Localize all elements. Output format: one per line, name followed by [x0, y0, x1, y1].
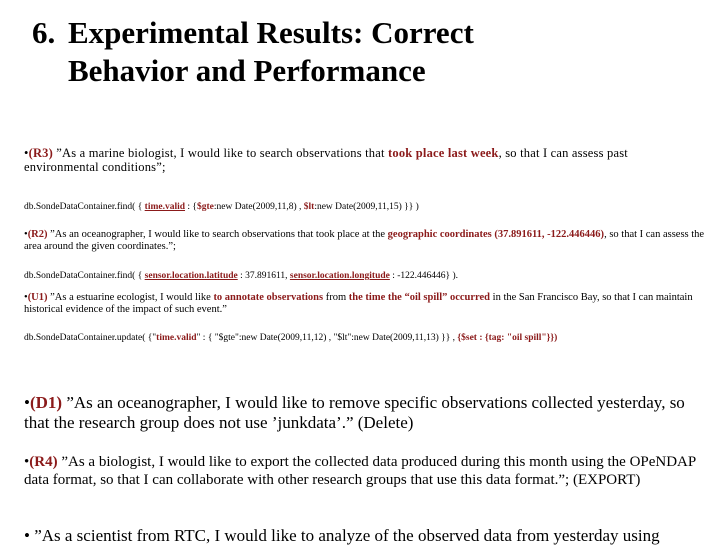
u1-code-mid: " : { "$gte":new Date(2009,11,12) , "$lt":new Date(2009,11,13) }} , — [196, 333, 458, 343]
r4-tag: (R4) — [29, 454, 58, 470]
r2-text-b: , so that I can assess the area around the given coordinates.”; — [24, 229, 705, 252]
u1-tag: (U1) — [27, 292, 48, 303]
r3-code-key: time.valid — [144, 202, 186, 212]
u1-highlight-1: to annotate observations — [213, 292, 324, 303]
r3-code-prefix: db.SondeDataContainer.find( { — [24, 202, 145, 212]
r3-highlight: took place last week — [388, 146, 499, 160]
u1-code-prefix: db.SondeDataContainer.update( {" — [24, 333, 157, 343]
r2-code-key1: sensor.location.latitude — [144, 271, 238, 281]
r3-code-lt: $lt — [303, 202, 315, 212]
u1-text-c: in the San Francisco Bay, so that I can maintain historical evidence of the impact of such event.” — [24, 292, 693, 315]
r4-text: ”As a biologist, I would like to export the collected data produced during this month using the OPeNDAP data format, so that I can collaborate with other research groups that use this data format.”; (EXPORT) — [24, 454, 696, 488]
u1-text-b: from — [323, 292, 349, 303]
r2-query — [24, 270, 706, 282]
r3-code-lt-val: :new Date(2009,11,15) }} ) — [314, 202, 419, 212]
r2-code-key2: sensor.location.longitude — [289, 271, 390, 281]
r3-requirement — [24, 146, 706, 174]
u1-text-a: ”As a estuarine ecologist, I would like — [47, 292, 214, 303]
bullet: • — [24, 229, 28, 240]
section-number: 6. — [32, 15, 56, 50]
r3-query — [24, 201, 706, 213]
r3-code-gte-val: :new Date(2009,11,8) , — [213, 202, 304, 212]
r2-tag: (R2) — [27, 229, 48, 240]
r2-requirement — [24, 229, 706, 253]
title-line-1: Experimental Results: Correct — [68, 15, 474, 50]
bullet: • — [24, 292, 28, 303]
r3-text-b: , so that I can assess past environmental conditions”; — [24, 146, 628, 174]
r3-text-a: ”As a marine biologist, I would like to search observations that — [52, 146, 388, 160]
bullet: • — [24, 393, 30, 412]
d1-tag: (D1) — [29, 393, 63, 412]
r2-code-val2: : -122.446446} ). — [389, 271, 459, 281]
d1-requirement — [24, 393, 706, 433]
r2-code-val1: : 37.891611, — [237, 271, 290, 281]
u1-highlight-2: the time the “oil spill” occurred — [348, 292, 491, 303]
slide-title — [32, 14, 712, 90]
u1-query — [24, 332, 706, 344]
last-requirement-partial: • ”As a scientist from RTC, I would like to analyze of the observed data from yesterday using — [24, 526, 660, 545]
title-line-2: Behavior and Performance — [68, 53, 426, 88]
u1-code-set: {$set : {tag: "oil spill"}}) — [457, 333, 558, 343]
bullet: • — [24, 146, 29, 160]
bullet: • — [24, 454, 30, 470]
r2-highlight: geographic coordinates (37.891611, -122.446446) — [387, 229, 605, 240]
r3-tag: (R3) — [28, 146, 53, 160]
u1-code-key: time.valid — [156, 333, 197, 343]
u1-requirement — [24, 292, 706, 316]
r3-code-mid: : { — [185, 202, 197, 212]
d1-text: ”As an oceanographer, I would like to remove specific observations collected yesterday, so that the research group does not use ’junkdata’.” (Delete) — [24, 393, 685, 432]
r2-code-prefix: db.SondeDataContainer.find( { — [24, 271, 145, 281]
r2-text-a: ”As an oceanographer, I would like to search observations that took place at the — [47, 229, 388, 240]
r3-code-gte: $gte — [196, 202, 214, 212]
r4-requirement — [24, 453, 706, 489]
